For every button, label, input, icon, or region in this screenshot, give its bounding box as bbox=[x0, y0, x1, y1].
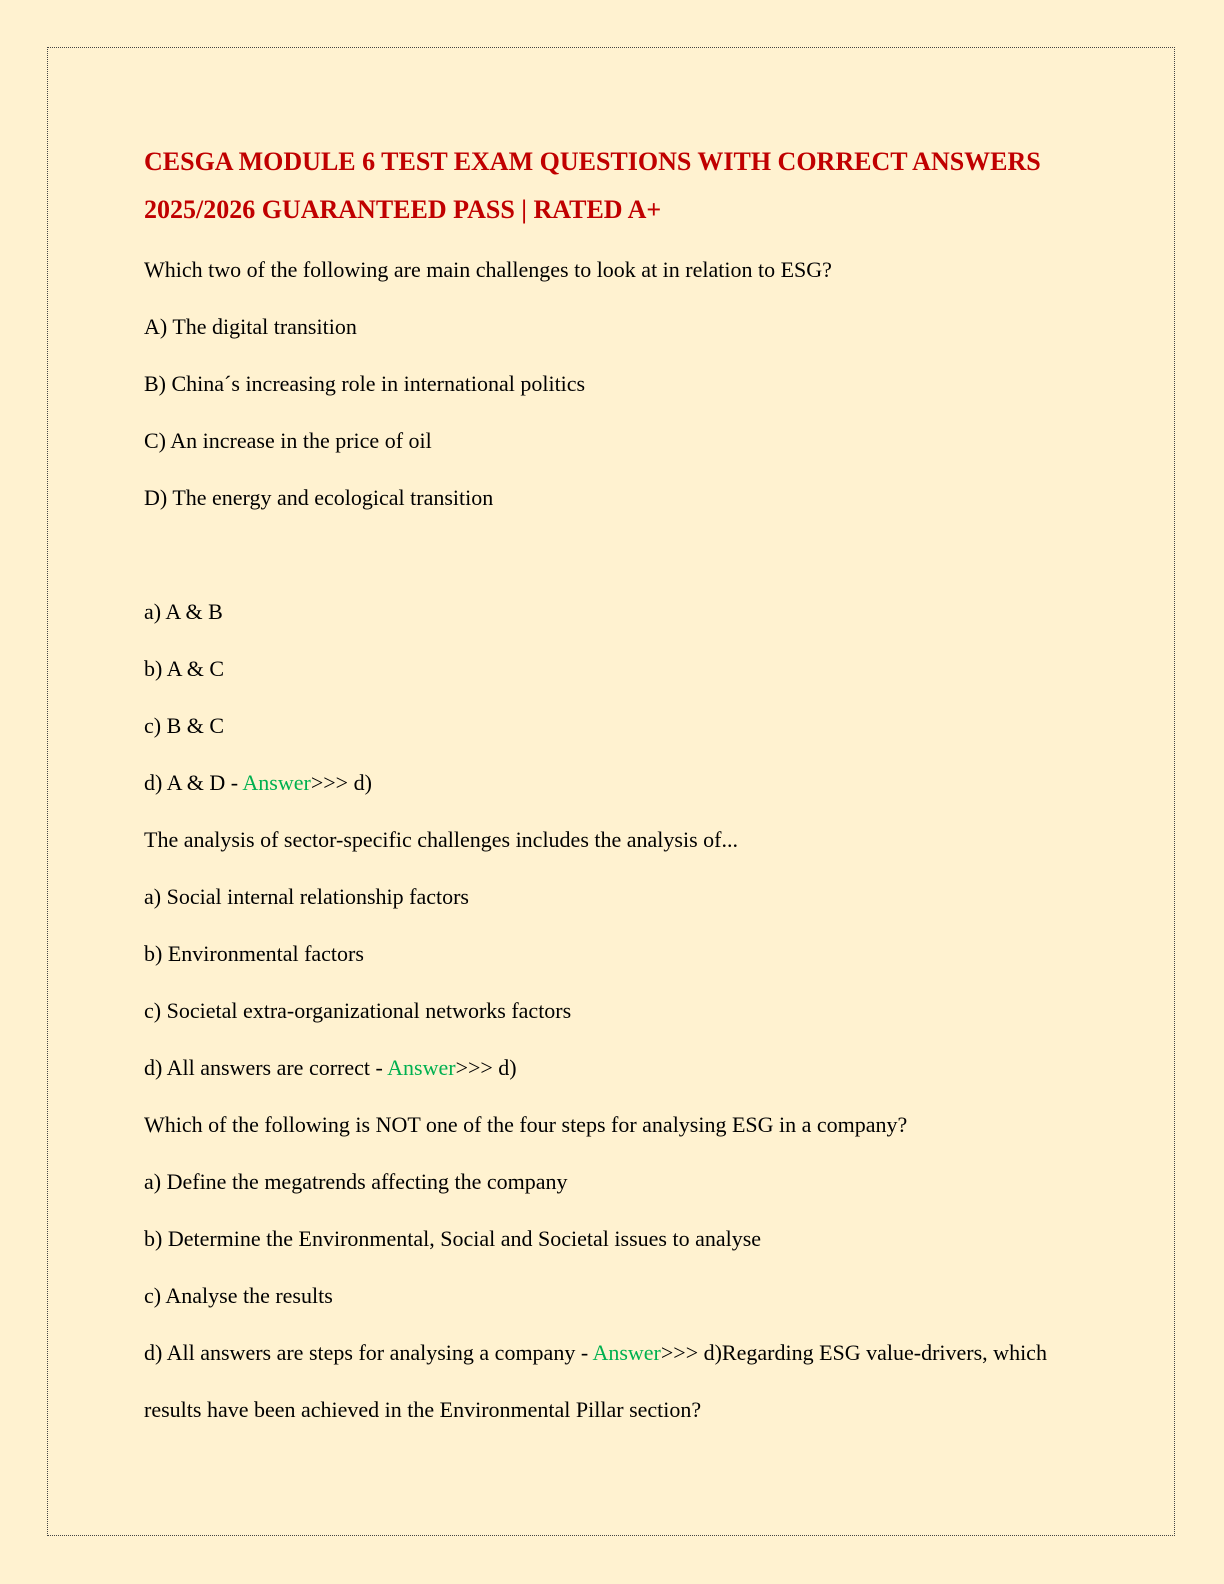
q1-option-d-text: d) A & D - bbox=[144, 770, 243, 795]
q3-option-c: c) Analyse the results bbox=[144, 1283, 333, 1308]
q1-option-c: c) B & C bbox=[144, 713, 225, 738]
q3-option-b: b) Determine the Environmental, Social and Societal issues to analyse bbox=[144, 1226, 762, 1251]
question-1-text: Which two of the following are main challenges to look at in relation to ESG? bbox=[144, 257, 832, 282]
q3-option-d-text: d) All answers are steps for analysing a company - bbox=[144, 1340, 593, 1365]
q2-option-a: a) Social internal relationship factors bbox=[144, 884, 469, 909]
q1-statement-b: B) China´s increasing role in international politics bbox=[144, 371, 586, 396]
q1-statement-a: A) The digital transition bbox=[144, 314, 357, 339]
spacer bbox=[144, 526, 1084, 583]
document-title: CESGA MODULE 6 TEST EXAM QUESTIONS WITH CORRECT ANSWERS 2025/2026 GUARANTEED PASS | RATED A+ bbox=[144, 147, 1041, 224]
document-body bbox=[144, 138, 1084, 1438]
q1-statement-c: C) An increase in the price of oil bbox=[144, 428, 432, 453]
q2-answer-label: Answer bbox=[387, 1055, 456, 1080]
q3-answer-value: >>> d)Regarding ESG value-drivers, which results have been achieved in the Environmental Pillar section? bbox=[144, 1340, 1047, 1422]
q3-option-a: a) Define the megatrends affecting the company bbox=[144, 1169, 568, 1194]
q2-option-b: b) Environmental factors bbox=[144, 941, 364, 966]
question-2-text: The analysis of sector-specific challenges includes the analysis of... bbox=[144, 827, 738, 852]
q1-statement-d: D) The energy and ecological transition bbox=[144, 485, 494, 510]
q1-option-d bbox=[144, 754, 1084, 811]
q1-answer-label: Answer bbox=[242, 770, 311, 795]
q3-option-d bbox=[144, 1324, 1084, 1438]
q2-option-d bbox=[144, 1039, 1084, 1096]
q2-answer-value: >>> d) bbox=[455, 1055, 517, 1080]
q1-option-b: b) A & C bbox=[144, 656, 225, 681]
q2-option-c: c) Societal extra-organizational networks factors bbox=[144, 998, 572, 1023]
q1-answer-value: >>> d) bbox=[310, 770, 372, 795]
q1-option-a: a) A & B bbox=[144, 599, 223, 624]
q2-option-d-text: d) All answers are correct - bbox=[144, 1055, 388, 1080]
question-3-text: Which of the following is NOT one of the four steps for analysing ESG in a company? bbox=[144, 1112, 908, 1137]
q3-answer-label: Answer bbox=[592, 1340, 661, 1365]
